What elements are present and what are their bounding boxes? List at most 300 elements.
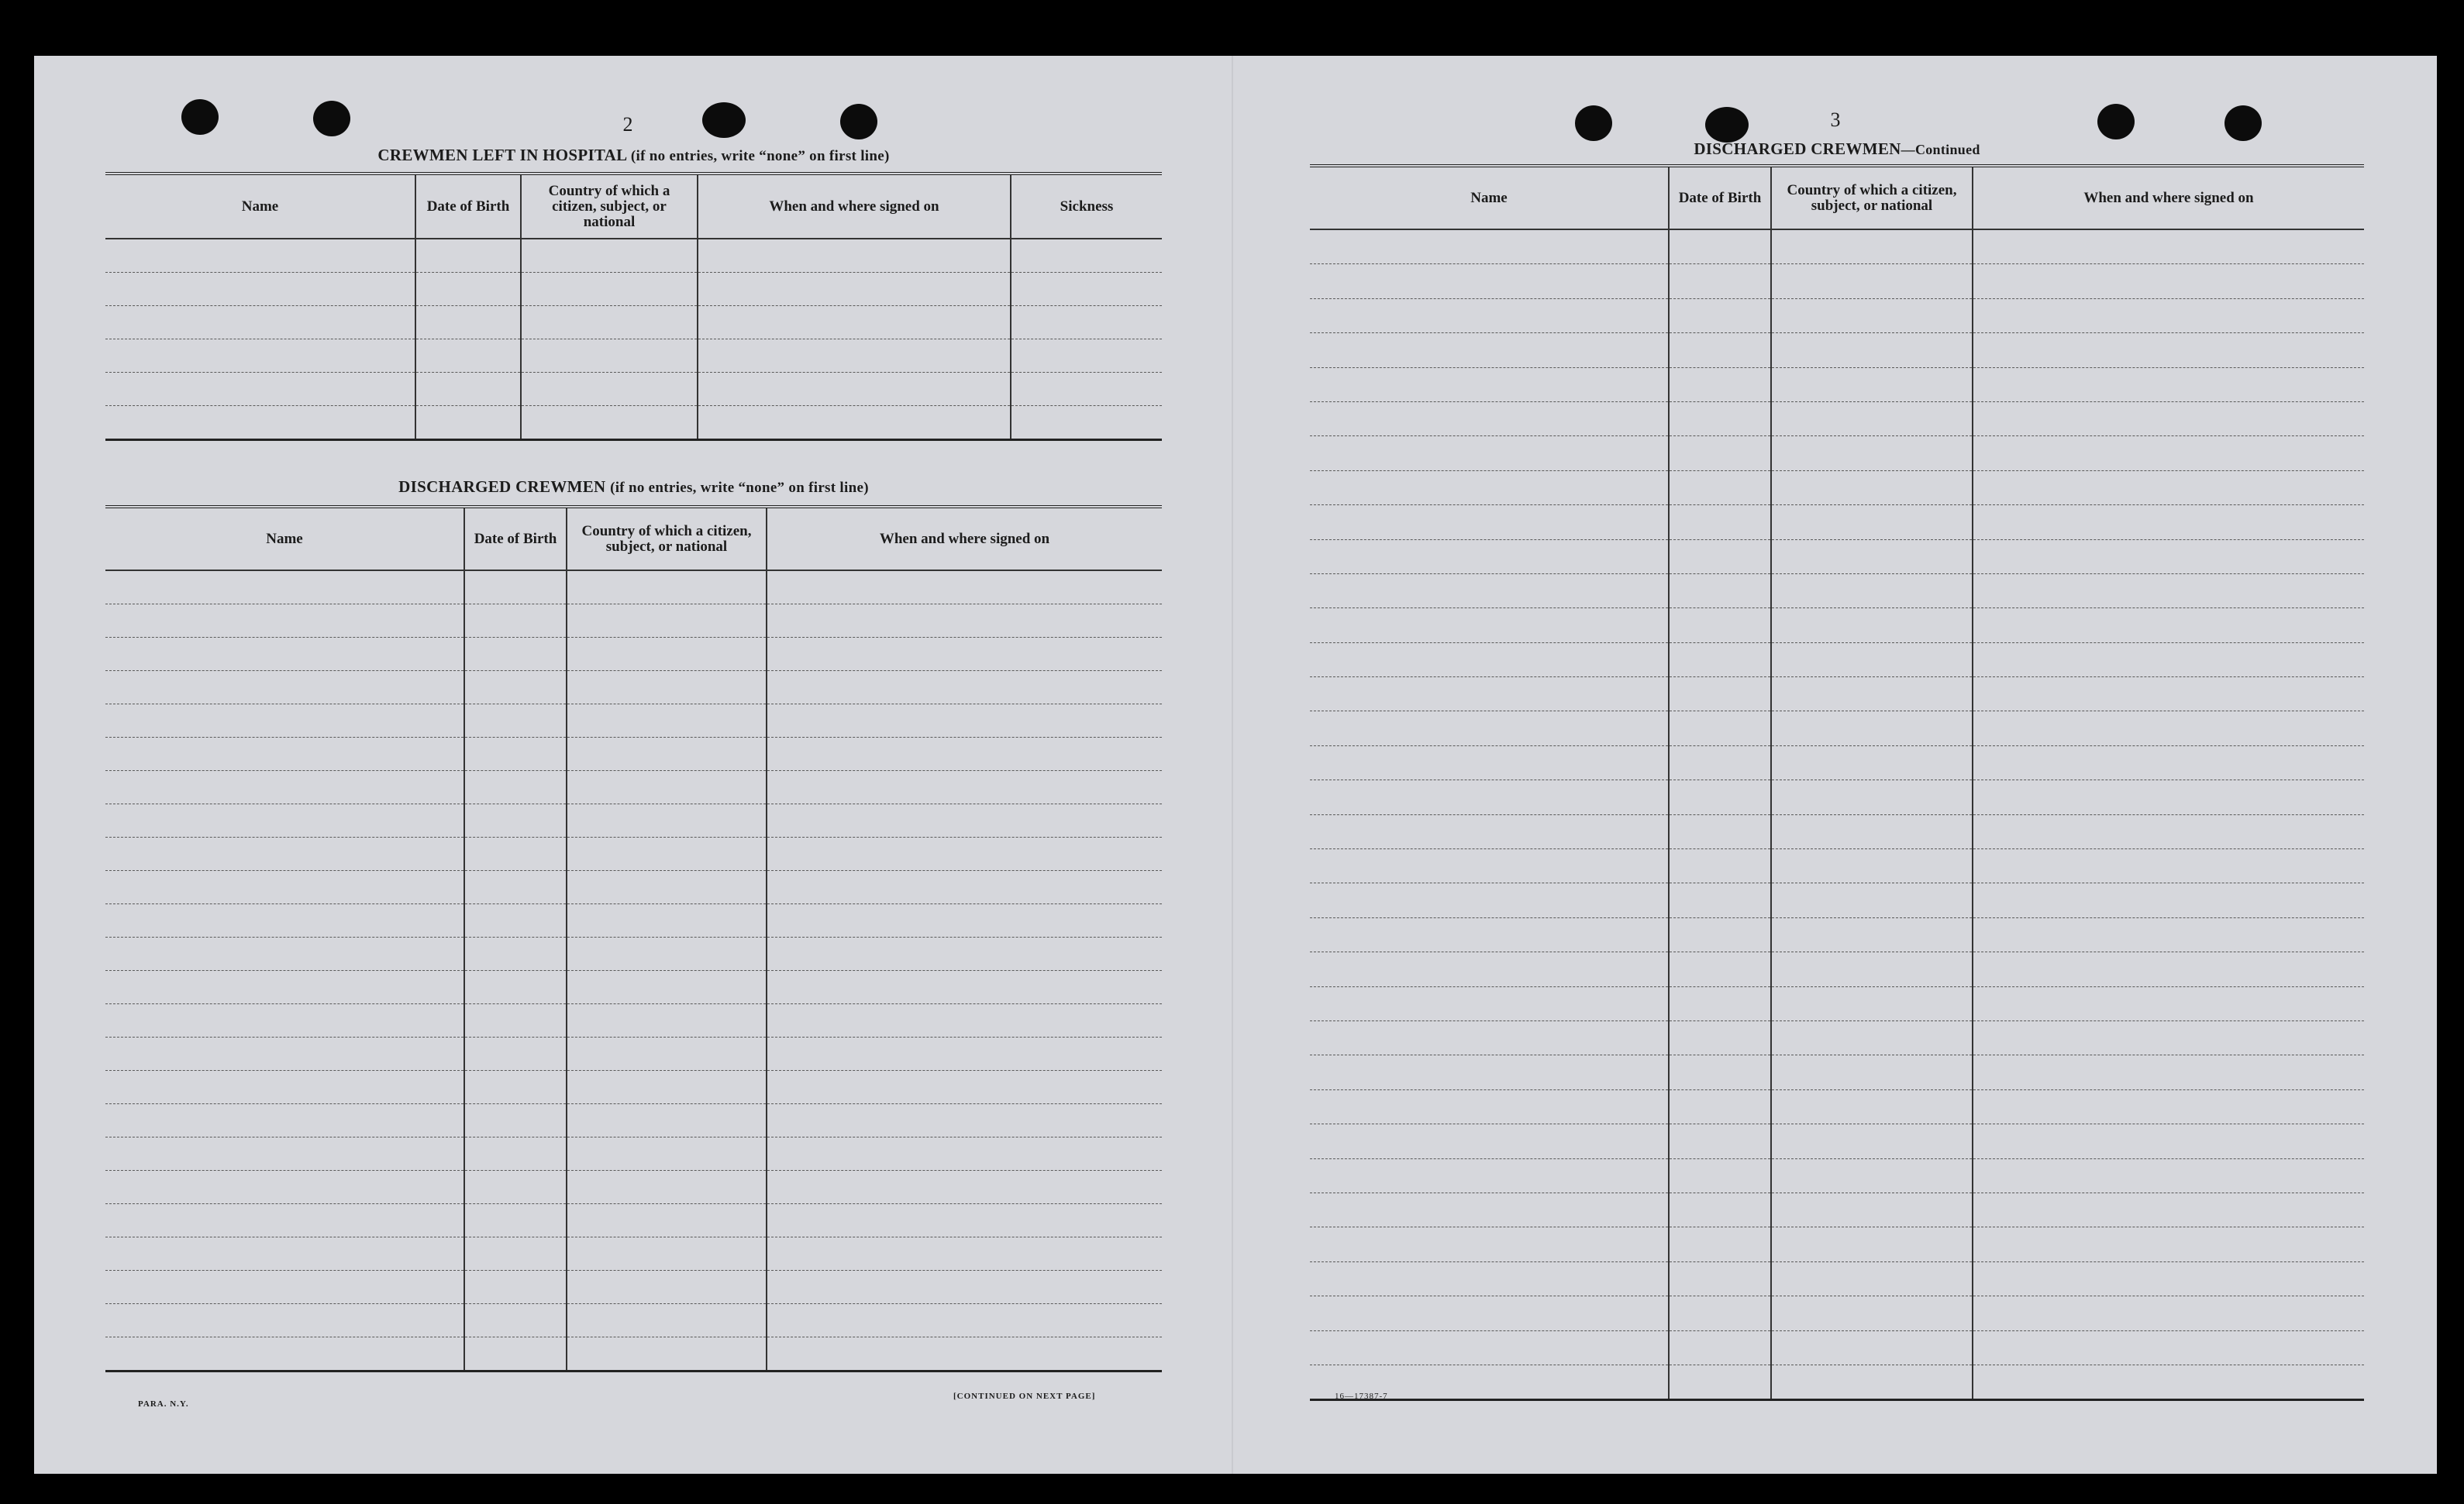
col-header-name: Name: [1310, 166, 1669, 229]
blank-cell: [767, 804, 1162, 838]
blank-cell: [1973, 1330, 2364, 1365]
table-row: [1310, 436, 2364, 470]
blank-cell: [1973, 1055, 2364, 1089]
blank-cell: [567, 704, 767, 738]
table-row: [105, 1271, 1162, 1304]
punch-hole: [1705, 107, 1749, 143]
col-header-signed-on: When and where signed on: [767, 507, 1162, 570]
blank-cell: [767, 1204, 1162, 1237]
blank-cell: [1771, 711, 1973, 745]
blank-cell: [1310, 1193, 1669, 1227]
blank-cell: [567, 1337, 767, 1371]
table-row: [1310, 745, 2364, 780]
blank-cell: [105, 373, 415, 406]
blank-cell: [464, 1171, 567, 1204]
blank-cell: [464, 1204, 567, 1237]
blank-cell: [464, 1038, 567, 1071]
blank-cell: [1669, 333, 1771, 367]
col-header-signed-on: When and where signed on: [1973, 166, 2364, 229]
blank-cell: [1669, 780, 1771, 814]
blank-cell: [1310, 952, 1669, 986]
blank-cell: [1771, 1330, 1973, 1365]
blank-cell: [1669, 573, 1771, 607]
blank-cell: [521, 239, 698, 273]
blank-cell: [105, 671, 464, 704]
continued-note: [CONTINUED ON NEXT PAGE]: [953, 1392, 1096, 1401]
blank-cell: [567, 1304, 767, 1337]
blank-cell: [105, 339, 415, 373]
punch-hole: [2224, 105, 2262, 141]
hospital-instruction: (if no entries, write “none” on first line): [630, 148, 890, 164]
blank-cell: [1011, 239, 1162, 273]
blank-cell: [1771, 539, 1973, 573]
blank-cell: [521, 273, 698, 306]
blank-cell: [1771, 1365, 1973, 1399]
blank-cell: [464, 1337, 567, 1371]
blank-cell: [105, 1237, 464, 1271]
table-row: [105, 1171, 1162, 1204]
blank-cell: [1669, 711, 1771, 745]
blank-cell: [1011, 273, 1162, 306]
blank-cell: [1011, 306, 1162, 339]
blank-cell: [105, 1038, 464, 1071]
blank-cell: [1973, 1124, 2364, 1158]
col-header-date-of-birth: Date of Birth: [415, 174, 521, 239]
blank-cell: [698, 373, 1011, 406]
blank-cell: [1771, 367, 1973, 401]
blank-cell: [1310, 1227, 1669, 1261]
blank-cell: [1310, 1055, 1669, 1089]
blank-cell: [464, 570, 567, 604]
blank-cell: [567, 671, 767, 704]
blank-cell: [1669, 849, 1771, 883]
table-row: [1310, 505, 2364, 539]
table-row: [1310, 608, 2364, 642]
blank-cell: [1771, 229, 1973, 264]
blank-cell: [1669, 1193, 1771, 1227]
table-row: [1310, 264, 2364, 298]
blank-cell: [105, 570, 464, 604]
blank-cell: [1310, 1330, 1669, 1365]
blank-cell: [105, 1004, 464, 1038]
blank-cell: [767, 704, 1162, 738]
blank-cell: [1771, 1089, 1973, 1124]
blank-cell: [767, 1171, 1162, 1204]
blank-cell: [1310, 986, 1669, 1020]
table-row: [105, 738, 1162, 771]
blank-cell: [1669, 1020, 1771, 1055]
blank-cell: [1973, 608, 2364, 642]
blank-cell: [1973, 539, 2364, 573]
blank-cell: [415, 373, 521, 406]
table-row: [1310, 1124, 2364, 1158]
blank-cell: [1771, 573, 1973, 607]
blank-cell: [1771, 505, 1973, 539]
blank-cell: [105, 1304, 464, 1337]
table-row: [105, 704, 1162, 738]
blank-cell: [1973, 333, 2364, 367]
table-row: [1310, 1158, 2364, 1193]
table-row: [1310, 1055, 2364, 1089]
blank-cell: [1771, 333, 1973, 367]
blank-cell: [415, 306, 521, 339]
table-row: [1310, 1193, 2364, 1227]
table-row: [1310, 229, 2364, 264]
blank-cell: [415, 406, 521, 440]
blank-cell: [1973, 401, 2364, 435]
punch-hole: [181, 99, 219, 135]
blank-cell: [105, 804, 464, 838]
blank-cell: [464, 604, 567, 638]
blank-cell: [767, 1004, 1162, 1038]
blank-cell: [105, 239, 415, 273]
blank-cell: [1973, 849, 2364, 883]
col-header-name: Name: [105, 507, 464, 570]
blank-cell: [698, 273, 1011, 306]
hospital-table-body: [105, 239, 1162, 440]
blank-cell: [767, 1104, 1162, 1137]
blank-cell: [567, 904, 767, 938]
table-row: [105, 604, 1162, 638]
page-number-right: 3: [1830, 108, 1841, 131]
table-row: [1310, 1089, 2364, 1124]
blank-cell: [698, 239, 1011, 273]
blank-cell: [464, 904, 567, 938]
blank-cell: [698, 339, 1011, 373]
blank-cell: [1669, 401, 1771, 435]
blank-cell: [464, 971, 567, 1004]
table-row: [1310, 952, 2364, 986]
blank-cell: [464, 738, 567, 771]
blank-cell: [105, 938, 464, 971]
punch-hole: [1575, 105, 1612, 141]
blank-cell: [1669, 264, 1771, 298]
blank-cell: [567, 604, 767, 638]
blank-cell: [1669, 986, 1771, 1020]
blank-cell: [1973, 436, 2364, 470]
table-row: [1310, 1227, 2364, 1261]
blank-cell: [105, 1204, 464, 1237]
blank-cell: [1011, 339, 1162, 373]
punch-hole: [840, 104, 877, 139]
blank-cell: [1771, 642, 1973, 676]
col-header-country: Country of which a citizen, subject, or national: [521, 174, 698, 239]
table-row: [1310, 849, 2364, 883]
blank-cell: [105, 273, 415, 306]
blank-cell: [521, 339, 698, 373]
blank-cell: [1310, 1158, 1669, 1193]
blank-cell: [105, 1337, 464, 1371]
discharged-table: [105, 505, 1162, 1372]
blank-cell: [698, 306, 1011, 339]
blank-cell: [767, 771, 1162, 804]
blank-cell: [1669, 1089, 1771, 1124]
blank-cell: [1771, 745, 1973, 780]
blank-cell: [1310, 229, 1669, 264]
blank-cell: [567, 1237, 767, 1271]
table-row: [105, 904, 1162, 938]
table-row: [1310, 401, 2364, 435]
table-row: [1310, 1261, 2364, 1296]
blank-cell: [767, 838, 1162, 871]
blank-cell: [1310, 401, 1669, 435]
blank-cell: [105, 1171, 464, 1204]
table-row: [105, 804, 1162, 838]
blank-cell: [1669, 745, 1771, 780]
blank-cell: [1669, 1365, 1771, 1399]
blank-cell: [567, 638, 767, 671]
blank-cell: [1310, 573, 1669, 607]
table-row: [1310, 1020, 2364, 1055]
table-row: [1310, 780, 2364, 814]
blank-cell: [1310, 1296, 1669, 1330]
blank-cell: [1973, 711, 2364, 745]
table-row: [1310, 642, 2364, 676]
blank-cell: [1771, 608, 1973, 642]
col-header-country: Country of which a citizen, subject, or national: [1771, 166, 1973, 229]
blank-cell: [1771, 952, 1973, 986]
blank-cell: [1973, 1261, 2364, 1296]
discharged-continued-table: [1310, 164, 2364, 1401]
blank-cell: [767, 638, 1162, 671]
blank-cell: [1973, 1365, 2364, 1399]
blank-cell: [767, 570, 1162, 604]
blank-cell: [567, 570, 767, 604]
blank-cell: [415, 273, 521, 306]
blank-cell: [1771, 264, 1973, 298]
blank-cell: [1669, 1158, 1771, 1193]
blank-cell: [1973, 367, 2364, 401]
blank-cell: [567, 1104, 767, 1137]
blank-cell: [1973, 952, 2364, 986]
table-row: [1310, 333, 2364, 367]
blank-cell: [1310, 711, 1669, 745]
discharged-table-body: [105, 570, 1162, 1371]
blank-cell: [1011, 373, 1162, 406]
blank-cell: [464, 671, 567, 704]
table-row: [105, 638, 1162, 671]
table-row: [1310, 677, 2364, 711]
col-header-country: Country of which a citizen, subject, or national: [567, 507, 767, 570]
blank-cell: [1310, 642, 1669, 676]
table-row: [105, 671, 1162, 704]
blank-cell: [767, 1137, 1162, 1171]
table-row: [1310, 367, 2364, 401]
blank-cell: [1310, 298, 1669, 332]
blank-cell: [1973, 1193, 2364, 1227]
blank-cell: [767, 604, 1162, 638]
blank-cell: [1669, 229, 1771, 264]
table-row: [105, 771, 1162, 804]
blank-cell: [1973, 505, 2364, 539]
blank-cell: [1669, 608, 1771, 642]
blank-cell: [767, 938, 1162, 971]
discharged-continued-table-body: [1310, 229, 2364, 1400]
blank-cell: [1771, 780, 1973, 814]
blank-cell: [767, 1337, 1162, 1371]
table-row: [105, 971, 1162, 1004]
table-row: [1310, 917, 2364, 952]
blank-cell: [1669, 952, 1771, 986]
discharged-section-title: [105, 477, 1162, 497]
blank-cell: [1771, 849, 1973, 883]
blank-cell: [767, 1271, 1162, 1304]
blank-cell: [105, 638, 464, 671]
blank-cell: [1973, 298, 2364, 332]
blank-cell: [1669, 1124, 1771, 1158]
blank-cell: [521, 406, 698, 440]
blank-cell: [1771, 1055, 1973, 1089]
table-row: [1310, 298, 2364, 332]
blank-cell: [1310, 1261, 1669, 1296]
blank-cell: [464, 638, 567, 671]
table-row: [105, 273, 1162, 306]
blank-cell: [464, 938, 567, 971]
table-row: [1310, 1365, 2364, 1399]
blank-cell: [105, 406, 415, 440]
col-header-date-of-birth: Date of Birth: [464, 507, 567, 570]
blank-cell: [1669, 677, 1771, 711]
blank-cell: [567, 971, 767, 1004]
blank-cell: [1310, 1020, 1669, 1055]
blank-cell: [1310, 436, 1669, 470]
blank-cell: [105, 1104, 464, 1137]
blank-cell: [1973, 780, 2364, 814]
hospital-section-title: [105, 146, 1162, 165]
blank-cell: [1771, 814, 1973, 848]
blank-cell: [1310, 780, 1669, 814]
blank-cell: [464, 804, 567, 838]
blank-cell: [767, 871, 1162, 904]
page-fold: [1232, 56, 1233, 1474]
blank-cell: [1771, 470, 1973, 504]
blank-cell: [567, 1038, 767, 1071]
blank-cell: [1771, 917, 1973, 952]
blank-cell: [1771, 1020, 1973, 1055]
blank-cell: [464, 704, 567, 738]
blank-cell: [767, 1304, 1162, 1337]
blank-cell: [1669, 298, 1771, 332]
blank-cell: [1973, 1296, 2364, 1330]
table-row: [105, 1071, 1162, 1104]
blank-cell: [464, 1237, 567, 1271]
blank-cell: [105, 604, 464, 638]
blank-cell: [1973, 1227, 2364, 1261]
blank-cell: [1771, 298, 1973, 332]
blank-cell: [567, 871, 767, 904]
blank-cell: [105, 871, 464, 904]
blank-cell: [1310, 539, 1669, 573]
blank-cell: [1973, 1158, 2364, 1193]
blank-cell: [1310, 745, 1669, 780]
form-number: 16—17387-7: [1335, 1392, 1388, 1401]
table-row: [105, 1137, 1162, 1171]
blank-cell: [1669, 917, 1771, 952]
table-row: [105, 1038, 1162, 1071]
punch-hole: [702, 102, 746, 138]
blank-cell: [767, 1071, 1162, 1104]
discharged-continued-text: DISCHARGED CREWMEN: [1694, 139, 1901, 158]
blank-cell: [464, 1071, 567, 1104]
blank-cell: [767, 971, 1162, 1004]
col-header-signed-on: When and where signed on: [698, 174, 1011, 239]
table-row: [1310, 539, 2364, 573]
blank-cell: [698, 406, 1011, 440]
blank-cell: [1310, 849, 1669, 883]
table-row: [105, 1104, 1162, 1137]
blank-cell: [767, 1038, 1162, 1071]
blank-cell: [1771, 401, 1973, 435]
table-row: [105, 1004, 1162, 1038]
table-row: [105, 1237, 1162, 1271]
blank-cell: [1669, 1055, 1771, 1089]
table-row: [105, 1337, 1162, 1371]
blank-cell: [1771, 986, 1973, 1020]
blank-cell: [464, 1304, 567, 1337]
blank-cell: [1973, 573, 2364, 607]
punch-hole: [2097, 104, 2135, 139]
blank-cell: [1973, 883, 2364, 917]
blank-cell: [567, 804, 767, 838]
blank-cell: [464, 771, 567, 804]
blank-cell: [567, 1071, 767, 1104]
table-row: [105, 406, 1162, 440]
blank-cell: [105, 771, 464, 804]
blank-cell: [1973, 745, 2364, 780]
continued-label: —Continued: [1901, 142, 1980, 157]
blank-cell: [1771, 883, 1973, 917]
discharged-title-text: DISCHARGED CREWMEN: [398, 477, 606, 496]
blank-cell: [567, 771, 767, 804]
table-row: [105, 373, 1162, 406]
blank-cell: [1771, 677, 1973, 711]
blank-cell: [1310, 883, 1669, 917]
blank-cell: [1669, 470, 1771, 504]
blank-cell: [767, 904, 1162, 938]
col-header-date-of-birth: Date of Birth: [1669, 166, 1771, 229]
table-row: [105, 1304, 1162, 1337]
blank-cell: [464, 838, 567, 871]
blank-cell: [1669, 1261, 1771, 1296]
table-row: [1310, 814, 2364, 848]
blank-cell: [105, 971, 464, 1004]
blank-cell: [105, 738, 464, 771]
blank-cell: [1310, 333, 1669, 367]
table-row: [1310, 1330, 2364, 1365]
blank-cell: [567, 1004, 767, 1038]
blank-cell: [1310, 1089, 1669, 1124]
table-row: [1310, 986, 2364, 1020]
blank-cell: [1310, 470, 1669, 504]
blank-cell: [1669, 505, 1771, 539]
table-row: [105, 838, 1162, 871]
blank-cell: [415, 239, 521, 273]
blank-cell: [567, 1137, 767, 1171]
blank-cell: [567, 938, 767, 971]
blank-cell: [1973, 1020, 2364, 1055]
discharged-instruction: (if no entries, write “none” on first line): [610, 480, 869, 496]
blank-cell: [1669, 814, 1771, 848]
blank-cell: [464, 1271, 567, 1304]
printer-mark: PARA. N.Y.: [138, 1399, 189, 1409]
col-header-name: Name: [105, 174, 415, 239]
blank-cell: [1973, 264, 2364, 298]
blank-cell: [105, 1271, 464, 1304]
blank-cell: [464, 1004, 567, 1038]
blank-cell: [1771, 436, 1973, 470]
blank-cell: [464, 1104, 567, 1137]
blank-cell: [105, 306, 415, 339]
